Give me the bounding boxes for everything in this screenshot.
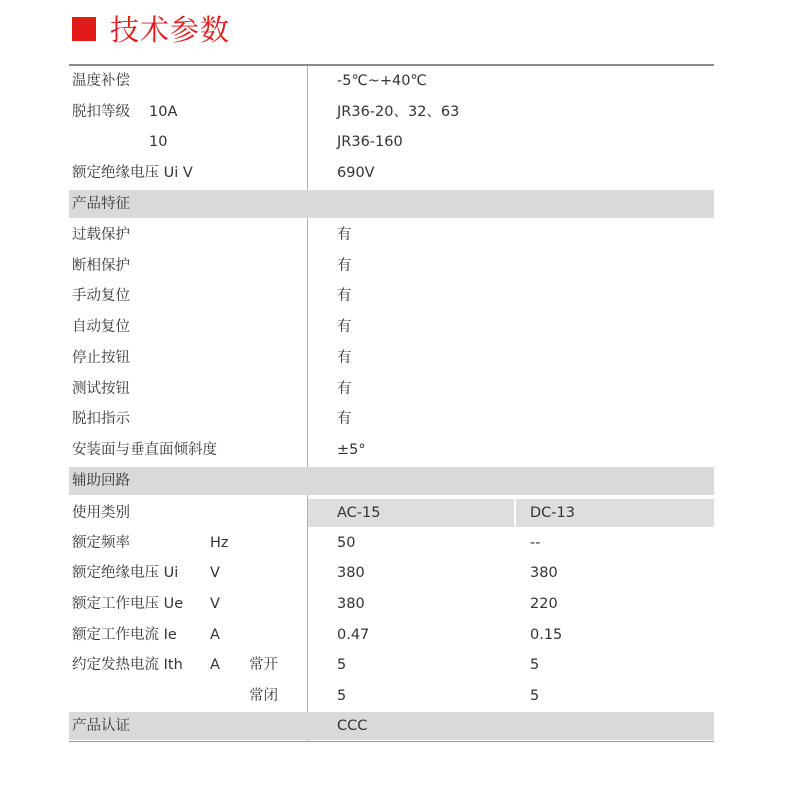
section-label: 产品特征 bbox=[72, 196, 130, 212]
aux-value-ac: 380 bbox=[337, 596, 365, 612]
feature-value: 有 bbox=[337, 381, 352, 397]
aux-unit: A bbox=[210, 657, 220, 673]
feature-row bbox=[69, 252, 714, 280]
section-title bbox=[72, 8, 230, 48]
aux-row bbox=[69, 590, 714, 618]
aux-value-ac: 5 bbox=[337, 688, 347, 704]
aux-contact-type: 常开 bbox=[249, 657, 278, 673]
aux-unit: V bbox=[210, 565, 220, 581]
aux-value-dc: 380 bbox=[530, 565, 558, 581]
aux-label: 额定工作电压 Ue bbox=[72, 596, 184, 612]
feature-row bbox=[69, 375, 714, 403]
certification-value: CCC bbox=[337, 718, 368, 734]
feature-value: 有 bbox=[337, 319, 352, 335]
aux-value-dc: 5 bbox=[530, 657, 540, 673]
spec-value: JR36-20、32、63 bbox=[337, 104, 460, 120]
spec-value: 690V bbox=[337, 165, 375, 181]
aux-row bbox=[69, 682, 714, 710]
spec-label: 脱扣等级 bbox=[72, 104, 130, 120]
aux-label: 额定频率 bbox=[72, 535, 130, 551]
feature-row bbox=[69, 282, 714, 310]
aux-header-label: 使用类别 bbox=[72, 505, 130, 521]
spec-row-trip-class-2 bbox=[69, 128, 714, 156]
feature-label: 过载保护 bbox=[72, 227, 130, 243]
section-label: 辅助回路 bbox=[72, 473, 130, 489]
spec-sub-label: 10A bbox=[149, 104, 178, 120]
feature-label: 安装面与垂直面倾斜度 bbox=[72, 442, 217, 458]
aux-unit: V bbox=[210, 596, 220, 612]
aux-value-ac: 5 bbox=[337, 657, 347, 673]
dc-column-header: DC-13 bbox=[530, 505, 575, 521]
feature-label: 断相保护 bbox=[72, 258, 130, 274]
certification-row bbox=[69, 712, 714, 740]
table-top-divider bbox=[69, 64, 714, 66]
aux-value-ac: 0.47 bbox=[337, 627, 370, 643]
feature-row bbox=[69, 344, 714, 372]
spec-label: 额定绝缘电压 Ui V bbox=[72, 165, 193, 181]
aux-unit: Hz bbox=[210, 535, 229, 551]
feature-label: 手动复位 bbox=[72, 288, 130, 304]
aux-value-ac: 380 bbox=[337, 565, 365, 581]
section-header-features bbox=[69, 190, 714, 218]
aux-row bbox=[69, 529, 714, 557]
aux-label: 额定绝缘电压 Ui bbox=[72, 565, 179, 581]
aux-unit: A bbox=[210, 627, 220, 643]
aux-value-dc: 0.15 bbox=[530, 627, 563, 643]
spec-row-temperature bbox=[69, 67, 714, 95]
page-title: 技术参数 bbox=[110, 12, 231, 47]
aux-value-dc: 220 bbox=[530, 596, 558, 612]
table-bottom-divider bbox=[69, 741, 714, 742]
title-square-icon bbox=[72, 17, 96, 41]
aux-value-dc: -- bbox=[530, 535, 541, 551]
aux-header-row bbox=[69, 499, 714, 527]
feature-label: 脱扣指示 bbox=[72, 411, 130, 427]
certification-label: 产品认证 bbox=[72, 718, 130, 734]
aux-value-ac: 50 bbox=[337, 535, 356, 551]
spec-sub-label: 10 bbox=[149, 134, 168, 150]
section-header-aux bbox=[69, 467, 714, 495]
ac-column-header: AC-15 bbox=[337, 505, 381, 521]
aux-row bbox=[69, 651, 714, 679]
aux-row bbox=[69, 559, 714, 587]
feature-row bbox=[69, 436, 714, 464]
spec-label: 温度补偿 bbox=[72, 73, 130, 89]
feature-value: ±5° bbox=[337, 442, 366, 458]
aux-row bbox=[69, 621, 714, 649]
spec-row-trip-class bbox=[69, 98, 714, 126]
feature-label: 停止按钮 bbox=[72, 350, 130, 366]
spec-value: -5℃~+40℃ bbox=[337, 73, 427, 89]
aux-value-dc: 5 bbox=[530, 688, 540, 704]
feature-value: 有 bbox=[337, 411, 352, 427]
feature-value: 有 bbox=[337, 288, 352, 304]
aux-contact-type: 常闭 bbox=[249, 688, 278, 704]
aux-label: 额定工作电流 Ie bbox=[72, 627, 177, 643]
feature-row bbox=[69, 221, 714, 249]
spec-value: JR36-160 bbox=[337, 134, 403, 150]
aux-label: 约定发热电流 Ith bbox=[72, 657, 183, 673]
feature-row bbox=[69, 405, 714, 433]
feature-value: 有 bbox=[337, 258, 352, 274]
feature-label: 测试按钮 bbox=[72, 381, 130, 397]
spec-row-insulation-voltage bbox=[69, 159, 714, 187]
feature-row bbox=[69, 313, 714, 341]
feature-value: 有 bbox=[337, 227, 352, 243]
feature-label: 自动复位 bbox=[72, 319, 130, 335]
feature-value: 有 bbox=[337, 350, 352, 366]
